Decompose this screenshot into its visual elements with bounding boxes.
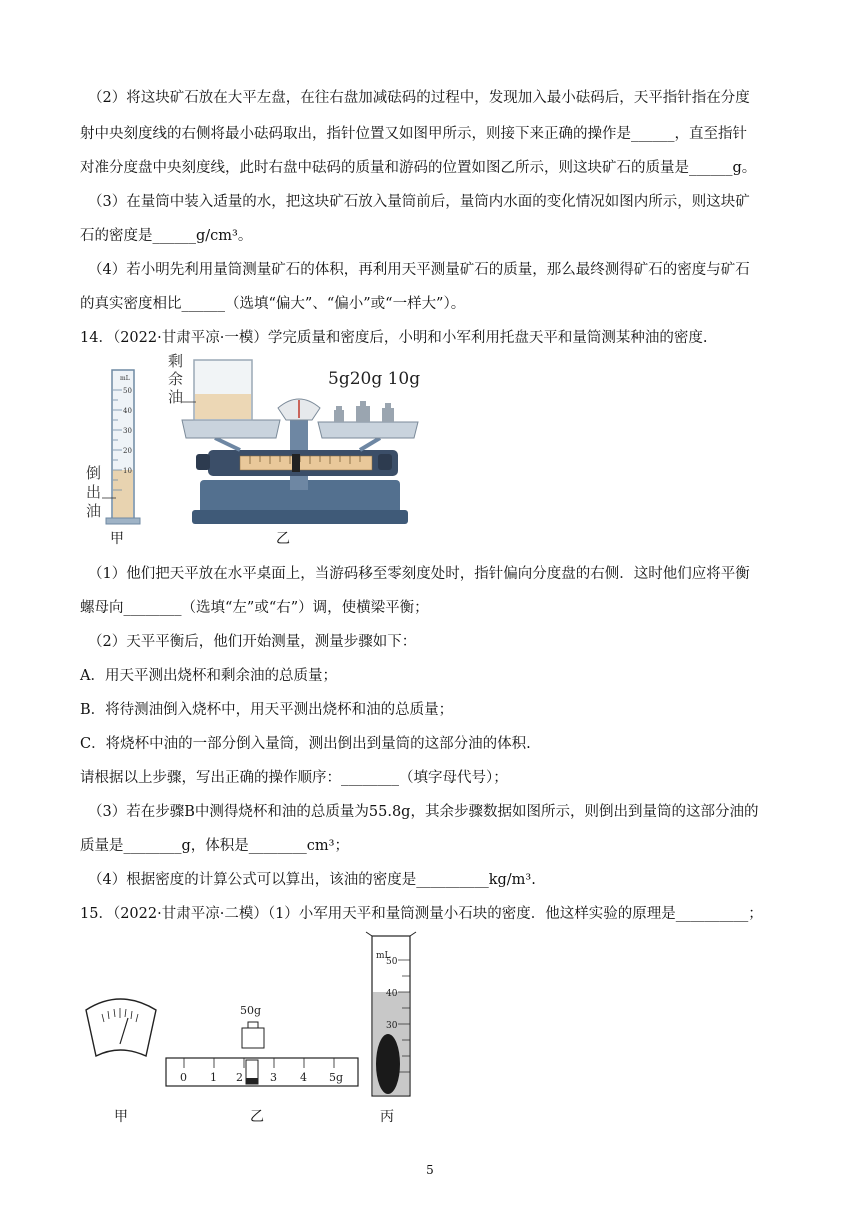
beaker [182,360,252,420]
text-line-q3: （3）在量筒中装入适量的水，把这块矿石放入量筒前后，量筒内水面的变化情况如图内所示，则这块矿 [88,194,750,210]
question-14-title: 14．（2022·甘肃平凉·一模）学完质量和密度后，小明和小军利用托盘天平和量筒测某种油的密度. [80,330,708,346]
ruler-tick-label: 5g [329,1071,344,1084]
figure-caption: 乙 [250,1109,264,1125]
text-line: 螺母向________（选填“左”或“右”）调，使横梁平衡； [80,600,429,616]
step-c: C．将烧杯中油的一部分倒入量筒，测出倒出到量筒的这部分油的体积. [80,736,531,752]
text-line: （2）天平平衡后，他们开始测量，测量步骤如下： [88,634,417,650]
cylinder-tick-label: 40 [123,407,132,415]
cylinder-tick-label: 40 [386,989,398,999]
cylinder-tick-label: 30 [123,427,132,435]
cylinder-tick-label: 50 [123,387,132,395]
text-line-q2: （2）将这块矿石放在大平左盘，在往右盘加减砝码的过程中，发现加入最小砝码后，天平指针指在分度 [88,90,750,106]
label-poured-oil: 倒 [86,464,102,482]
cylinder-tick-label: 30 [386,1021,398,1031]
text-line: （3）若在步骤B中测得烧杯和油的总质量为55.8g，其余步骤数据如图所示，则倒出到量筒的这部分油的 [88,804,759,820]
text-line: 的真实密度相比______（选填“偏大”、“偏小”或“一样大”）。 [80,296,466,312]
text-line: 射中央刻度线的右侧将最小砝码取出，指针位置又如图甲所示，则接下来正确的操作是______，直至指针 [80,126,747,142]
weights-label: 5g20g 10g [328,369,421,389]
figure-caption: 乙 [276,531,290,547]
weight-label: 50g [240,1004,262,1017]
dial-indicator [86,999,156,1056]
cylinder-tick-label: 10 [123,467,132,475]
text-line: （1）他们把天平放在水平桌面上，当游码移至零刻度处时，指针偏向分度盘的右侧．这时他们应将平衡 [88,566,750,582]
figure-caption: 甲 [110,531,124,547]
text-line: 请根据以上步骤，写出正确的操作顺序：________（填字母代号）； [80,770,508,786]
label-remaining-oil: 余 [168,370,184,388]
cylinder-tick-label: 20 [123,447,132,455]
figure-caption: 丙 [380,1109,394,1125]
weights [334,401,394,422]
figure-caption: 甲 [114,1109,128,1125]
page-number: 5 [426,1163,434,1177]
ruler-tick-label: 4 [300,1071,307,1084]
figure-14 [80,350,440,550]
label-remaining-oil: 油 [168,388,184,406]
cylinder-unit-label: mL [120,375,130,382]
ruler-tick-label: 0 [180,1071,187,1084]
cylinder-unit-label: mL [376,951,391,961]
text-line: （4）根据密度的计算公式可以算出，该油的密度是__________kg/m³. [88,872,536,888]
ruler-tick-label: 1 [210,1071,217,1084]
ruler-tick-label: 2 [236,1071,243,1084]
ruler-tick-label: 3 [270,1071,277,1084]
step-a: A．用天平测出烧杯和剩余油的总质量； [80,668,337,684]
cylinder-tick-label: 50 [386,957,398,967]
figure-15 [80,930,440,1110]
text-line-q4: （4）若小明先利用量筒测量矿石的体积，再利用天平测量矿石的质量，那么最终测得矿石的密度与矿石 [88,262,750,278]
label-remaining-oil: 剩 [168,352,184,370]
step-b: B．将待测油倒入烧杯中，用天平测出烧杯和油的总质量； [80,702,454,718]
label-poured-oil: 油 [86,502,102,520]
text-line: 质量是________g，体积是________cm³； [80,838,349,854]
label-poured-oil: 出 [86,483,102,501]
measuring-cylinder [102,370,140,524]
question-15-title: 15．（2022·甘肃平凉·二模）（1）小军用天平和量筒测量小石块的密度．他这样实验的原理是__________； [80,906,763,922]
text-line: 石的密度是______g/cm³。 [80,228,253,244]
text-line: 对准分度盘中央刻度线，此时右盘中砝码的质量和游码的位置如图乙所示，则这块矿石的质量是______g。 [80,160,757,176]
